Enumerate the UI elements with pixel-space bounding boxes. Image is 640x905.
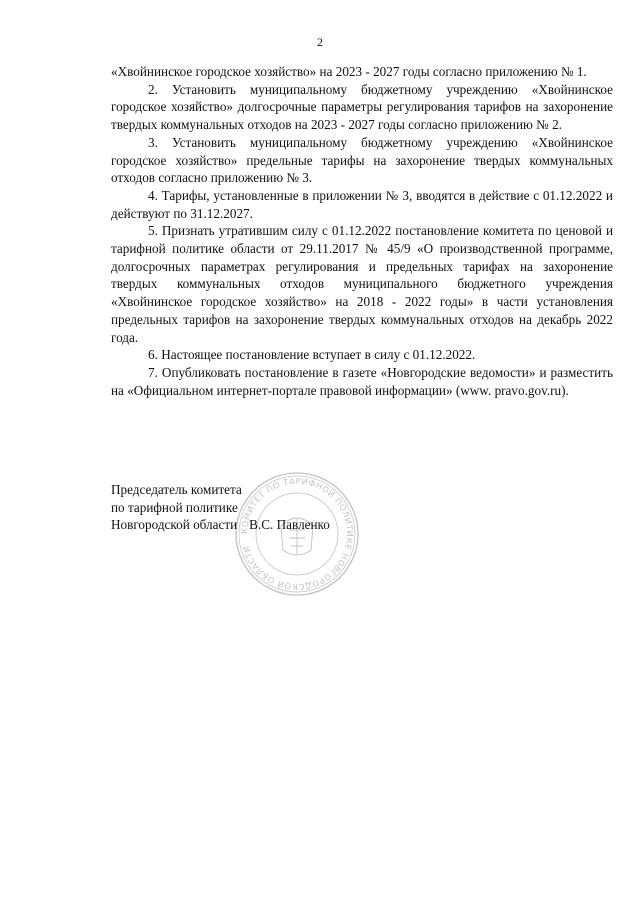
paragraph-5: 5. Признать утратившим силу с 01.12.2022 постановление комитета по ценовой и тарифной политике области от 29.11.2017 № 45/9 «О производственной программе, долгосрочных параметрах регулирования и предельных тарифах на захоронение твердых коммунальных отходов муниципального бюджетного учреждения «Хвойнинское городское хозяйство» на 2018 - 2022 годы» в части установления предельных тарифов на захоронение твердых коммунальных отходов на декабрь 2022 года.: [111, 223, 613, 345]
signature-title-line1: Председатель комитета: [111, 482, 242, 497]
paragraph-1-continuation: «Хвойнинское городское хозяйство» на 2023 - 2027 годы согласно приложению № 1.: [111, 64, 587, 79]
signature-block: [111, 481, 431, 534]
paragraph-3: 3. Установить муниципальному бюджетному учреждению «Хвойнинское городское хозяйство» предельные тарифы на захоронение твердых коммунальных отходов согласно приложению № 3.: [111, 134, 613, 186]
signature-title-line2: по тарифной политике: [111, 499, 238, 515]
paragraph-4: 4. Тарифы, установленные в приложении № 3, вводятся в действие с 01.12.2022 и действуют по 31.12.2027.: [111, 187, 613, 221]
seal-ring-text: КОМИТЕТ ПО ТАРИФНОЙ ПОЛИТИКЕ НОВГОРОДСКОЙ ОБЛАСТИ: [238, 475, 356, 593]
paragraph-6: 6. Настоящее постановление вступает в силу с 01.12.2022.: [148, 347, 476, 363]
page-number: 2: [317, 35, 323, 49]
signature-title-line3: [111, 516, 431, 534]
paragraph-7: 7. Опубликовать постановление в газете «Новгородские ведомости» и разместить на «Официальном интернет-портале правовой информации» (www. pravo.gov.ru).: [111, 364, 613, 398]
signatory-name: В.С. Павленко: [249, 517, 330, 533]
document-body: [111, 63, 613, 399]
signature-region: Новгородской области: [111, 517, 238, 533]
paragraph-2: 2. Установить муниципальному бюджетному учреждению «Хвойнинское городское хозяйство» долгосрочные параметры регулирования тарифов на захоронение твердых коммунальных отходов на 2023 - 2027 годы согласно приложению № 2.: [111, 81, 613, 133]
